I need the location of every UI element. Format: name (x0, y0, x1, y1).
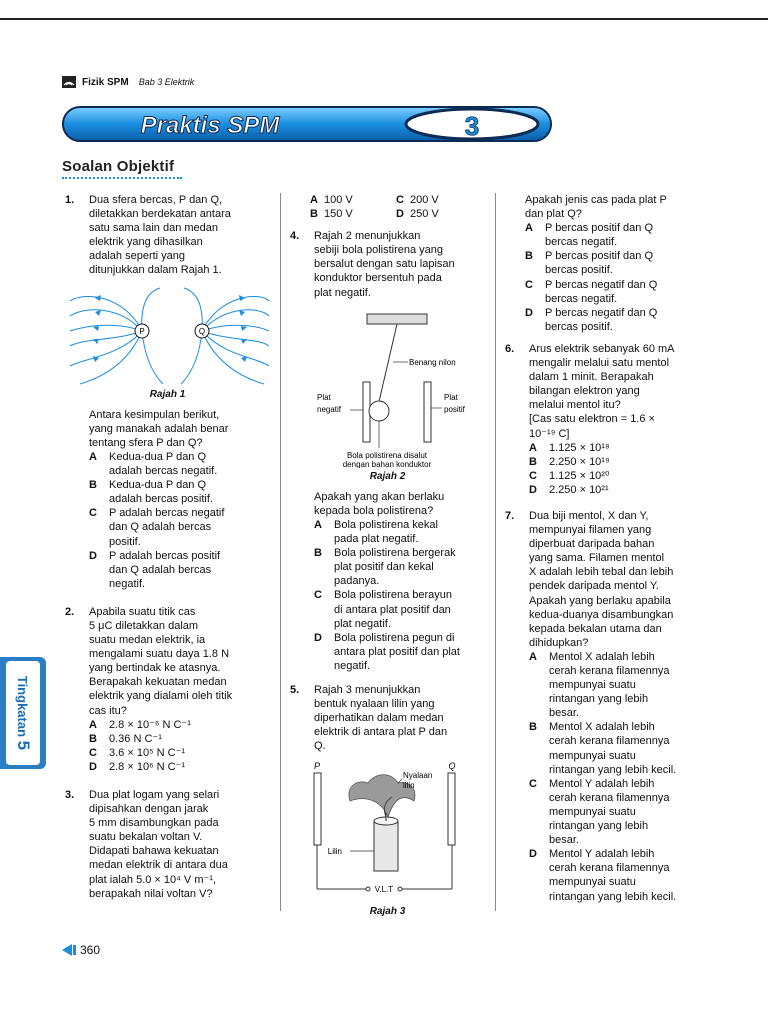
option-text: rintangan yang lebih kecil. (549, 890, 677, 903)
text-line: Antara kesimpulan berikut, (89, 408, 220, 421)
question-text (89, 193, 270, 278)
text-line: elektrik di antara plat P dan (314, 726, 448, 739)
question-7 (505, 509, 705, 904)
option-text: Bola polistirena bergerak (334, 547, 456, 560)
option-text: besar. (549, 834, 579, 847)
question-text (314, 683, 485, 753)
text-line: kepada bola polistirena? (314, 504, 434, 517)
option-a[interactable] (314, 518, 485, 546)
text-line: 5 μC diletakkan dalam (89, 619, 199, 632)
option-text: padanya. (334, 575, 380, 588)
label-plat-positif-1: Plat (444, 392, 458, 402)
text-line: Apabila suatu titik cas (89, 605, 196, 618)
option-text: cerah kerana filamennya (549, 791, 670, 804)
question-number: 1. (65, 194, 75, 206)
option-c[interactable] (314, 588, 485, 630)
charge-p-label: P (139, 326, 145, 336)
charge-q-label: Q (198, 326, 206, 336)
option-letter: D (529, 848, 537, 861)
text-line: Didapati bahawa kekuatan (89, 845, 219, 858)
text-line: Dua biji mentol, X dan Y, (529, 509, 649, 522)
wifi-book-icon (62, 76, 76, 88)
option-text: Mentol X adalah lebih (549, 650, 655, 663)
option-b[interactable] (529, 720, 705, 776)
text-line: konduktor bersentuh pada (314, 272, 442, 285)
text-line: kepada bekalan utama dan (529, 622, 662, 635)
option-text: cerah kerana filamennya (549, 735, 670, 748)
text-line: yang sama. Filamen mentol (529, 552, 665, 565)
option-a[interactable] (529, 650, 705, 720)
text-line: berapakah nilai voltan V? (89, 887, 213, 900)
option-a[interactable] (89, 450, 270, 478)
tingkatan-label (13, 676, 33, 750)
text-line: plat negatif. (314, 286, 371, 299)
text-line: dalam 1 minit. Berapakah (529, 371, 654, 384)
option-letter: B (89, 479, 97, 492)
label-vlt: V.L.T (374, 885, 394, 895)
option-letter: A (529, 650, 537, 663)
option-text: positif. (109, 535, 141, 548)
question-stem (65, 408, 270, 591)
text-line: bersalut dengan satu lapisan (314, 258, 455, 271)
option-text: antara plat positif dan plat (334, 645, 460, 658)
text-line: kedua-duanya disambungkan (529, 608, 674, 621)
option-letter: D (89, 760, 97, 773)
text-line: [Cas satu elektron = 1.6 × (529, 413, 655, 426)
option-letter: B (314, 547, 322, 560)
option-text: 2.8 × 10⁶ N C⁻¹ (109, 760, 186, 773)
banner-number: 3 (464, 111, 480, 141)
option-letter: B (89, 732, 97, 745)
option-text: mempunyai suatu (549, 876, 636, 889)
question-number: 4. (290, 230, 300, 243)
option-d[interactable] (529, 483, 705, 497)
option-d[interactable] (525, 306, 705, 334)
option-letter: D (396, 208, 404, 221)
figure-caption: Rajah 3 (369, 906, 406, 918)
tab-number: 5 (14, 740, 33, 751)
option-d[interactable] (314, 631, 485, 673)
option-b[interactable] (525, 249, 705, 277)
column-divider (495, 193, 496, 911)
column-3 (505, 193, 705, 912)
option-letter: D (314, 631, 322, 644)
option-text: 0.36 N C⁻¹ (109, 732, 162, 745)
option-a[interactable] (89, 718, 270, 732)
text-line: suatu medan elektrik, ia (89, 634, 206, 647)
option-letter: A (89, 718, 97, 731)
option-letter: A (525, 222, 533, 235)
section-underline (62, 177, 182, 179)
option-text: Mentol X adalah lebih (549, 721, 655, 734)
option-text: dan Q adalah bercas (109, 521, 212, 534)
question-3-options (290, 193, 485, 221)
option-letter: C (529, 469, 537, 482)
question-number: 7. (505, 509, 515, 522)
text-line: Apakah yang berlaku apabila (529, 594, 671, 607)
column-1 (65, 193, 270, 909)
text-line: Dua sfera bercas, P dan Q, (89, 194, 223, 206)
option-text: bercas negatif. (545, 292, 618, 305)
option-b[interactable] (89, 478, 270, 506)
question-5-continued (505, 193, 705, 334)
option-text: 3.6 × 10⁵ N C⁻¹ (109, 746, 186, 759)
option-text: rintangan yang lebih kecil. (549, 763, 677, 776)
option-c[interactable] (89, 746, 270, 760)
option-letter: A (310, 194, 318, 206)
header-chapter: Bab 3 Elektrik (138, 77, 195, 87)
option-text: Bola polistirena pegun di (334, 631, 455, 644)
option-letter: B (529, 721, 537, 734)
text-line: 10⁻¹⁹ C] (529, 427, 570, 440)
option-b[interactable] (89, 732, 270, 746)
option-text: Bola polistirena berayun (334, 589, 453, 602)
label-plat-negatif-1: Plat (317, 392, 331, 402)
option-text: besar. (549, 707, 579, 720)
page-footer (62, 943, 100, 957)
text-line: plat ialah 5.0 × 10⁴ V m⁻¹, (89, 873, 217, 886)
text-line: satu sama lain dan medan (89, 222, 219, 235)
option-a[interactable] (529, 441, 705, 455)
option-letter: D (529, 483, 537, 496)
option-text: Bola polistirena kekal (334, 518, 438, 531)
option-d-text[interactable]: 250 V (410, 208, 439, 221)
text-line: mempunyai filamen yang (529, 524, 652, 537)
plate-p-label: P (313, 761, 321, 772)
option-text: Kedua-dua P dan Q (109, 479, 207, 492)
option-text: negatif. (334, 659, 371, 672)
text-line: pendek daripada mentol Y. (529, 580, 659, 593)
label-lilin-flame: lilin (403, 781, 415, 791)
option-letter: C (525, 278, 533, 291)
option-b-text[interactable]: 150 V (324, 208, 353, 221)
option-text: 2.250 × 10¹⁹ (549, 455, 610, 468)
option-text: plat positif dan kekal (334, 561, 434, 574)
option-text: mempunyai suatu (549, 749, 636, 762)
option-text: 2.250 × 10²¹ (549, 483, 609, 496)
question-number: 6. (505, 342, 515, 355)
label-plat-negatif-2: negatif (317, 404, 342, 414)
option-text: P adalah bercas positif (109, 549, 221, 562)
option-c[interactable] (529, 469, 705, 483)
section-title: Soalan Objektif (62, 158, 175, 175)
text-line: tentang sfera P dan Q? (89, 436, 203, 449)
option-text: dan Q adalah bercas (109, 563, 212, 576)
option-text: Mentol Y adalah lebih (549, 848, 655, 861)
option-letter: A (89, 450, 97, 463)
figure-caption: Rajah 1 (149, 388, 186, 400)
option-text: adalah bercas positif. (109, 493, 213, 506)
question-2 (65, 605, 270, 774)
text-line: suatu bekalan voltan V. (89, 831, 203, 844)
option-text: mempunyai suatu (549, 679, 636, 692)
text-line: mengalir melalui satu mentol (529, 357, 670, 370)
option-c[interactable] (525, 278, 705, 306)
option-text: bercas negatif. (545, 236, 618, 249)
option-letter: C (89, 507, 97, 520)
option-text: P bercas positif dan Q (545, 250, 654, 263)
label-plat-positif-2: positif (444, 404, 465, 414)
question-stem (290, 490, 485, 673)
option-text: P bercas positif dan Q (545, 222, 654, 235)
option-letter: C (314, 589, 322, 602)
option-text: rintangan yang lebih (549, 820, 649, 833)
text-line: Apakah yang akan berlaku (314, 490, 445, 503)
option-text: adalah bercas negatif. (109, 465, 218, 478)
option-c[interactable] (89, 506, 270, 548)
option-text: Mentol Y adalah lebih (549, 777, 655, 790)
text-line: Apakah jenis cas pada plat P (525, 194, 667, 206)
question-text (529, 342, 705, 497)
option-d[interactable] (529, 847, 705, 903)
question-1 (65, 193, 270, 278)
option-text: bercas positif. (545, 320, 613, 333)
text-line: Arus elektrik sebanyak 60 mA (529, 342, 675, 355)
plate-q-label: Q (448, 761, 456, 772)
option-text: P bercas negatif dan Q (545, 278, 658, 291)
text-line: medan elektrik di antara dua (89, 859, 228, 872)
praktis-banner (62, 105, 552, 143)
banner-title: Praktis SPM (140, 112, 280, 139)
label-benang-nilon: Benang nilon (409, 357, 456, 367)
text-line: diperhatikan dalam medan (314, 712, 444, 725)
text-line: bentuk nyalaan lilin yang (314, 698, 435, 711)
left-arrow-icon (62, 944, 76, 956)
text-line: dihidupkan? (529, 636, 589, 649)
question-number: 3. (65, 789, 75, 801)
label-lilin: Lilin (327, 847, 342, 857)
option-letter: D (525, 306, 533, 319)
text-line: cas itu? (89, 704, 127, 717)
option-a[interactable] (525, 221, 705, 249)
question-text (529, 509, 705, 904)
figure-1-field-lines (65, 286, 270, 386)
option-text: negatif. (109, 577, 146, 590)
option-letter: B (529, 455, 537, 468)
text-line: sebiji bola polistirena yang (314, 244, 444, 257)
text-line: Berapakah kekuatan medan (89, 676, 227, 689)
option-letter: C (529, 777, 537, 790)
column-2 (290, 193, 485, 926)
option-letter: C (89, 746, 97, 759)
option-b[interactable] (314, 546, 485, 588)
option-c[interactable] (529, 777, 705, 847)
option-text: cerah kerana filamennya (549, 862, 670, 875)
tab-label: Tingkatan (15, 675, 30, 738)
option-letter: B (310, 208, 318, 221)
figure-caption: Rajah 2 (369, 470, 406, 482)
option-text: 1.125 × 10¹⁸ (549, 441, 610, 454)
running-header (62, 76, 194, 88)
question-text (314, 229, 485, 299)
text-line: elektrik yang dihasilkan (89, 236, 203, 249)
option-a-text[interactable]: 100 V (324, 194, 353, 206)
option-c-text[interactable]: 200 V (410, 194, 439, 206)
question-5 (290, 683, 485, 753)
column-divider (280, 193, 281, 911)
label-bola-2: dengan bahan konduktor (342, 459, 432, 468)
text-line: 5 mm disambungkan pada (89, 817, 219, 830)
text-line: bilangan elektron yang (529, 385, 640, 398)
question-6 (505, 342, 705, 497)
option-text: P adalah bercas negatif (109, 507, 225, 520)
text-line: Dua plat logam yang selari (89, 789, 220, 801)
text-line: melalui mentol itu? (529, 399, 621, 412)
option-text: di antara plat positif dan (334, 603, 451, 616)
text-line: yang manakah adalah benar (89, 422, 229, 435)
question-text (89, 605, 270, 774)
text-line: yang bertindak ke atasnya. (89, 662, 221, 675)
option-letter: A (314, 518, 322, 531)
label-bola-1: Bola polistirena disalut (346, 450, 428, 460)
option-text: Kedua-dua P dan Q (109, 450, 207, 463)
text-line: elektrik yang dialami oleh titik (89, 690, 233, 703)
text-line: diperbuat daripada bahan (529, 538, 655, 551)
header-subject: Fizik SPM (82, 76, 129, 88)
option-text: rintangan yang lebih (549, 693, 649, 706)
question-text (89, 788, 270, 901)
text-line: adalah seperti yang (89, 250, 186, 263)
option-text: P bercas negatif dan Q (545, 306, 658, 319)
text-line: dan plat Q? (525, 208, 582, 221)
option-text: cerah kerana filamennya (549, 665, 670, 677)
option-text: bercas positif. (545, 264, 613, 277)
page-number: 360 (80, 943, 101, 957)
question-3 (65, 788, 270, 901)
option-d[interactable] (89, 760, 270, 774)
label-nyalaan: Nyalaan (403, 771, 433, 781)
option-text: mempunyai suatu (549, 805, 636, 818)
text-line: mengalami suatu daya 1.8 N (89, 648, 230, 661)
option-text: pada plat negatif. (334, 533, 419, 546)
text-line: Rajah 3 menunjukkan (314, 683, 421, 696)
question-4 (290, 229, 485, 299)
option-text: plat negatif. (334, 617, 391, 630)
question-number: 5. (290, 683, 300, 696)
option-letter: B (525, 250, 533, 263)
text-line: X adalah lebih tebal dan lebih (529, 566, 674, 579)
text-line: dipisahkan dengan jarak (89, 803, 209, 816)
option-d[interactable] (89, 549, 270, 591)
text-line: ditunjukkan dalam Rajah 1. (89, 264, 222, 277)
top-rule (0, 18, 768, 20)
text-line: Rajah 2 menunjukkan (314, 230, 421, 243)
option-text: 1.125 × 10²⁰ (549, 469, 610, 482)
option-b[interactable] (529, 455, 705, 469)
text-line: diletakkan berdekatan antara (89, 208, 231, 221)
question-number: 2. (65, 605, 75, 618)
text-line: Q. (314, 740, 326, 753)
option-letter: A (529, 441, 537, 454)
option-text: 2.8 × 10⁻⁶ N C⁻¹ (109, 718, 191, 731)
option-letter: D (89, 549, 97, 562)
option-letter: C (396, 194, 404, 206)
figure-3-diagram (290, 761, 485, 903)
figure-2-diagram (290, 308, 485, 468)
